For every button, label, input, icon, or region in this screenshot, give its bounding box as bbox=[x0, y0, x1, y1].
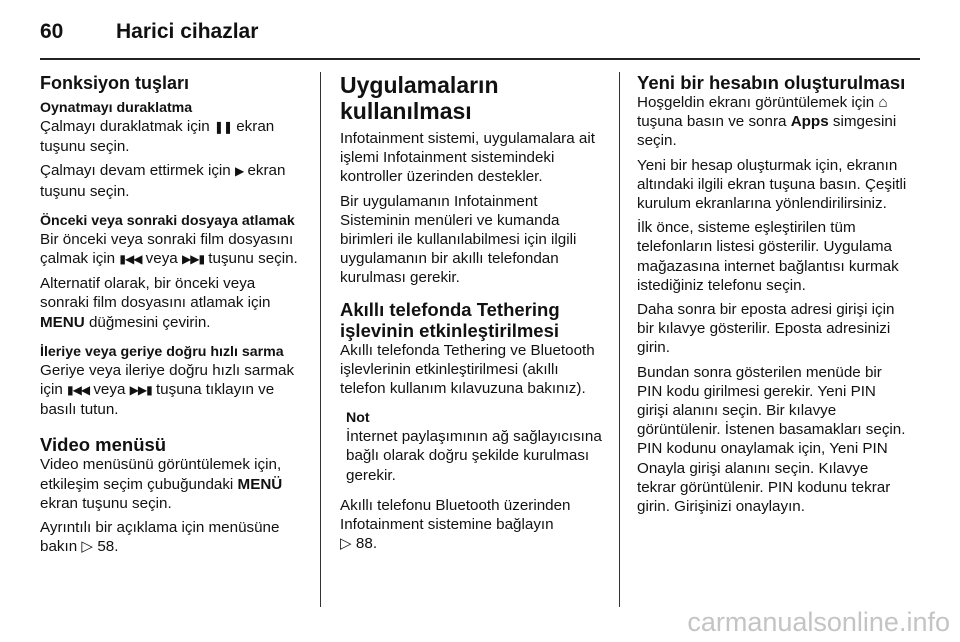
pause-icon: ❚❚ bbox=[213, 120, 232, 134]
rewind-icon: ▮◀◀ bbox=[67, 383, 90, 398]
home-icon: ⌂ bbox=[878, 94, 888, 111]
paragraph-apps-1: Infotainment sistemi, uygulamalara ait işlemi Infotainment sistemindeki kontroller üzerinden destekler. bbox=[340, 130, 595, 186]
column-apps bbox=[340, 72, 602, 553]
chapter-title: Harici cihazlar bbox=[116, 20, 259, 43]
play-icon: ▶ bbox=[234, 164, 244, 179]
section-title-tethering: Akıllı telefonda Tethering işlevinin etkinleştirilmesi bbox=[340, 298, 560, 341]
note-box bbox=[346, 409, 602, 485]
section-title-apps: Uygulamaların kullanılması bbox=[340, 72, 499, 124]
column-divider bbox=[320, 72, 321, 607]
paragraph-account-3: İlk önce, sisteme eşleştirilen tüm telefonların listesi gösterilir. Uygulama mağazasına internet bağlantısı kurmak istediğiniz telefonu seçin. bbox=[637, 219, 899, 294]
column-function-keys bbox=[40, 72, 304, 556]
section-title-new-account: Yeni bir hesabın oluşturulması bbox=[637, 72, 906, 93]
paragraph-account-2: Yeni bir hesap oluşturmak için, ekranın altındaki ilgili ekran tuşuna basın. Çeşitli kurulum ekranlarına yönlendirilirsiniz. bbox=[637, 156, 907, 213]
paragraph-skip: Bir önceki veya sonraki film dosyasını çalmak için ▮◀◀ veya ▶▶▮ tuşunu seçin. bbox=[40, 230, 298, 268]
header-rule bbox=[40, 58, 920, 60]
skip-forward-icon: ▶▶▮ bbox=[181, 252, 205, 267]
apps-keyword: Apps bbox=[790, 113, 829, 131]
subsection-skip: Önceki veya sonraki dosyaya atlamak bbox=[40, 212, 295, 229]
paragraph-bluetooth: Akıllı telefonu Bluetooth üzerinden Infotainment sistemine bağlayın ▷ 88. bbox=[340, 496, 571, 553]
page-ref-arrow-icon: ▷ bbox=[340, 535, 352, 553]
fast-forward-icon: ▶▶▮ bbox=[129, 383, 152, 398]
menu-keyword: MENU bbox=[40, 313, 85, 331]
page-ref: 58. bbox=[97, 538, 119, 556]
paragraph-account-4: Daha sonra bir eposta adresi girişi için bir kılavye gösterilir. Eposta adresinizi girin. bbox=[637, 301, 895, 357]
page-ref-arrow-icon: ▷ bbox=[81, 538, 94, 556]
menu-keyword: MENÜ bbox=[237, 475, 283, 493]
section-title-video-menu: Video menüsü bbox=[40, 434, 167, 456]
paragraph-account-5: Bundan sonra gösterilen menüde bir PIN kodu girilmesi gerekir. Yeni PIN girişi alanını seçin. Bir kılavye görüntülenir. İstenen basamakları seçin. PIN kodunu onaylamak için, Yeni PIN Onayla girişi alanını seçin. Kılavye tekrar görüntülenir. PIN kodunu tekrar girin. Girişinizi onaylayın. bbox=[637, 363, 906, 516]
watermark-text: carmanualsonline.info bbox=[687, 607, 950, 637]
page-number: 60 bbox=[40, 20, 64, 43]
paragraph-alternative: Alternatif olarak, bir önceki veya sonraki film dosyasını atlamak için MENU düğmesini çevirin. bbox=[40, 275, 271, 331]
paragraph-detail: Ayrıntılı bir açıklama için menüsüne bakın ▷ 58. bbox=[40, 519, 280, 556]
paragraph-fast-forward: Geriye veya ileriye doğru hızlı sarmak için ▮◀◀ veya ▶▶▮ tuşuna tıklayın ve basılı tutun. bbox=[40, 361, 295, 419]
paragraph-video-menu: Video menüsünü görüntülemek için, etkileşim seçim çubuğundaki MENÜ ekran tuşunu seçin. bbox=[40, 456, 283, 512]
subsection-fast-forward: İleriye veya geriye doğru hızlı sarma bbox=[40, 343, 284, 360]
subsection-pause: Oynatmayı duraklatma bbox=[40, 100, 193, 116]
page-header bbox=[40, 20, 259, 44]
column-new-account bbox=[637, 72, 907, 516]
column-divider bbox=[619, 72, 620, 607]
note-text: İnternet paylaşımının ağ sağlayıcısına bağlı olarak doğru şekilde kurulması gerekir. bbox=[346, 428, 602, 484]
paragraph-account-1: Hoşgeldin ekranı görüntülemek için ⌂ tuşuna basın ve sonra Apps simgesini seçin. bbox=[637, 94, 897, 150]
skip-back-icon: ▮◀◀ bbox=[119, 252, 142, 267]
paragraph-pause: Çalmayı duraklatmak için ❚❚ ekran tuşunu seçin. bbox=[40, 118, 275, 156]
paragraph-resume: Çalmayı devam ettirmek için ▶ ekran tuşunu seçin. bbox=[40, 162, 286, 200]
paragraph-apps-2: Bir uygulamanın Infotainment Sisteminin menüleri ve kumanda birimleri ile kullanılabilmesi için ilgili uygulamanın bir akıllı telefondan kurulması gerekir. bbox=[340, 192, 577, 287]
paragraph-tethering: Akıllı telefonda Tethering ve Bluetooth işlevlerinin etkinleştirilmesi (akıllı telefon kullanım kılavuzuna bakınız). bbox=[340, 341, 595, 398]
section-title-function-keys: Fonksiyon tuşları bbox=[40, 73, 190, 93]
note-title: Not bbox=[346, 410, 370, 427]
page-ref: 88. bbox=[355, 535, 378, 553]
